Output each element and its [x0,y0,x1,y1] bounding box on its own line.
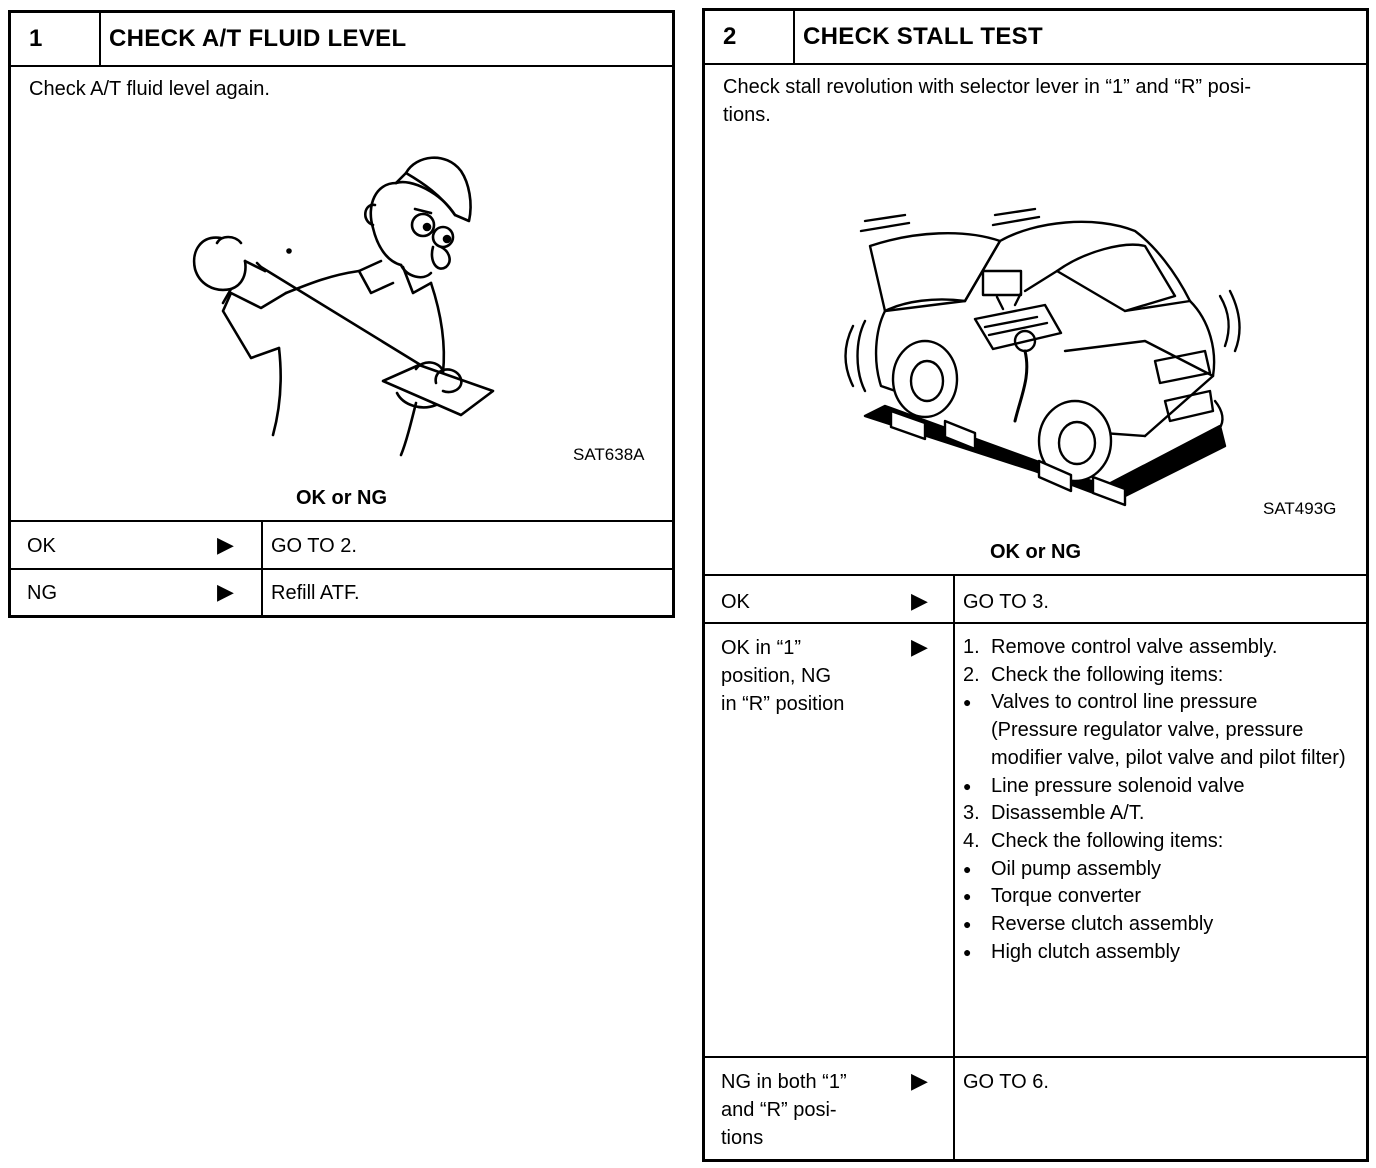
car-stall-test-illustration [825,201,1245,511]
step-2-header [705,11,1366,65]
step-1-number: 1 [11,13,101,65]
step-text: Valves to control line pressure (Pressure regulator valve, pressure modifier valve, pilot valve and pilot filter) [991,691,1346,769]
step-text: Disassemble A/T. [991,802,1145,825]
step-text: Check the following items: [991,829,1224,852]
step-2-row-partial [705,622,1366,1056]
step-1-row-ng-action: Refill ATF. [271,582,360,604]
step-2-row-ok [705,574,1366,622]
bullet-icon: ● [963,860,972,877]
column-divider [261,570,263,615]
list-item [963,689,1347,772]
step-1-row-ok-action: GO TO 2. [271,535,357,557]
step-2-number: 2 [705,11,795,63]
step-1-panel [8,10,675,618]
step-2-figure-code: SAT493G [1263,499,1337,518]
column-divider [953,576,955,622]
step-2-check-list [963,634,1347,966]
mechanic-checking-dipstick-illustration [161,143,501,463]
list-item [963,911,1347,939]
step-text: Remove control valve assembly. [991,636,1278,658]
bullet-icon: ● [963,777,972,794]
step-1-row-ok [11,520,672,568]
step-1-instruction: Check A/T fluid level again. [29,78,270,100]
step-text: Check the following items: [991,663,1224,686]
step-2-row-ng-action: GO TO 6. [963,1071,1049,1093]
step-1-row-ng-condition: NG [27,582,57,604]
step-marker: 3. [963,802,980,825]
arrow-right-icon: ▶ [911,634,928,659]
step-text: High clutch assembly [991,940,1180,963]
step-2-row-ng [705,1056,1366,1159]
arrow-right-icon: ▶ [217,532,234,557]
step-2-row-ok-condition: OK [721,591,750,613]
step-text: Line pressure solenoid valve [991,774,1245,797]
bullet-icon: ● [963,943,972,960]
step-2-result-label: OK or NG [989,541,1082,563]
step-1-header [11,13,672,67]
arrow-right-icon: ▶ [217,579,234,604]
step-2-row-ng-condition: NG in both “1” and “R” posi- tions [721,1071,847,1149]
list-item [963,856,1347,884]
step-text: Oil pump assembly [991,857,1162,880]
bullet-icon: ● [963,694,972,711]
step-1-title: CHECK A/T FLUID LEVEL [109,25,407,52]
step-text: Torque converter [991,885,1142,908]
step-1-row-ok-condition: OK [27,535,56,557]
step-2-row-ok-action: GO TO 3. [963,591,1049,613]
step-text: Reverse clutch assembly [991,913,1214,936]
list-item [963,939,1347,967]
list-item [963,773,1347,801]
step-2-row-partial-condition: OK in “1” position, NG in “R” position [721,637,845,715]
step-marker: 1. [963,636,980,658]
list-item [963,828,1347,856]
step-2-instruction: Check stall revolution with selector lever in “1” and “R” posi- tions. [723,76,1251,126]
step-2-panel [702,8,1369,1162]
arrow-right-icon: ▶ [911,1068,928,1093]
list-item [963,883,1347,911]
column-divider [953,624,955,1056]
column-divider [953,1058,955,1159]
column-divider [261,522,263,568]
bullet-icon: ● [963,916,972,933]
list-item [963,634,1347,662]
step-marker: 2. [963,663,980,686]
step-2-title: CHECK STALL TEST [803,23,1043,50]
step-1-row-ng [11,568,672,615]
step-1-figure-code: SAT638A [573,445,645,464]
list-item [963,662,1347,690]
step-marker: 4. [963,829,980,852]
bullet-icon: ● [963,888,972,905]
step-1-result-label: OK or NG [295,487,388,509]
list-item [963,800,1347,828]
arrow-right-icon: ▶ [911,588,928,613]
